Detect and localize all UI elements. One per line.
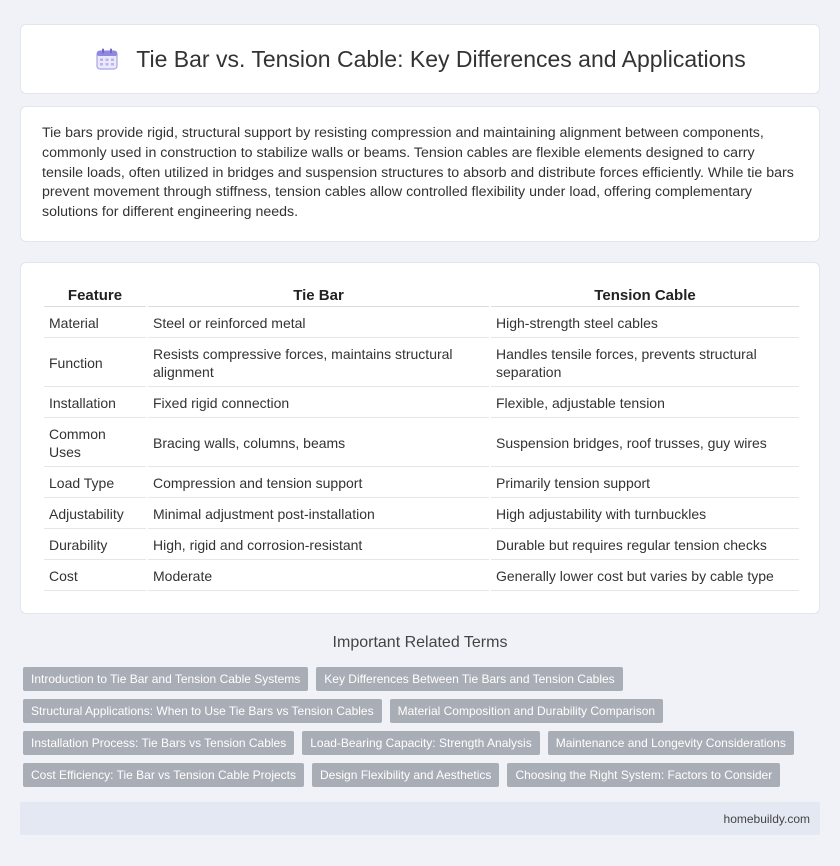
term-row	[23, 667, 823, 691]
table-row	[44, 562, 799, 591]
cell-tie-bar: Fixed rigid connection	[148, 389, 489, 418]
cell-tension-cable: High adjustability with turnbuckles	[491, 500, 799, 529]
related-term-link[interactable]: Structural Applications: When to Use Tie Bars vs Tension Cables	[23, 699, 382, 723]
calendar-icon	[94, 46, 120, 72]
related-term-link[interactable]: Key Differences Between Tie Bars and Tension Cables	[316, 667, 622, 691]
related-term-link[interactable]: Load-Bearing Capacity: Strength Analysis	[302, 731, 539, 755]
comparison-table-card	[20, 262, 820, 614]
term-row	[23, 699, 823, 723]
header-tension-cable: Tension Cable	[491, 285, 799, 307]
related-term-link[interactable]: Introduction to Tie Bar and Tension Cable Systems	[23, 667, 308, 691]
intro-text: Tie bars provide rigid, structural support by resisting compression and maintaining alignment between components, commonly used in construction to stabilize walls or beams. Tension cables are flexible elements designed to carry tensile loads, often utilized in bridges and suspension structures to absorb and distribute forces efficiently. While tie bars prevent movement through stiffness, tension cables allow controlled flexibility under load, offering complementary solutions for different engineering needs.	[42, 125, 794, 221]
cell-tension-cable: Durable but requires regular tension checks	[491, 531, 799, 560]
cell-feature: Cost	[44, 562, 146, 591]
footer	[20, 802, 820, 835]
cell-tie-bar: Steel or reinforced metal	[148, 309, 489, 338]
cell-feature: Adjustability	[44, 500, 146, 529]
cell-tie-bar: High, rigid and corrosion-resistant	[148, 531, 489, 560]
header-feature: Feature	[44, 285, 146, 307]
header-card	[20, 24, 820, 94]
term-row	[23, 731, 823, 755]
footer-site[interactable]: homebuildy.com	[723, 811, 810, 826]
cell-feature: Durability	[44, 531, 146, 560]
table-row	[44, 469, 799, 498]
cell-feature: Load Type	[44, 469, 146, 498]
cell-tie-bar: Compression and tension support	[148, 469, 489, 498]
table-row	[44, 309, 799, 338]
related-terms-title: Important Related Terms	[332, 634, 508, 651]
table-header-row	[44, 285, 799, 307]
related-term-link[interactable]: Design Flexibility and Aesthetics	[312, 763, 499, 787]
term-row	[23, 763, 823, 787]
table-row	[44, 500, 799, 529]
title-wrap	[94, 46, 745, 73]
cell-tie-bar: Moderate	[148, 562, 489, 591]
cell-feature: Material	[44, 309, 146, 338]
comparison-table	[42, 283, 801, 593]
related-term-link[interactable]: Material Composition and Durability Comparison	[390, 699, 663, 723]
related-term-link[interactable]: Cost Efficiency: Tie Bar vs Tension Cable Projects	[23, 763, 304, 787]
page-title: Tie Bar vs. Tension Cable: Key Differences and Applications	[136, 45, 746, 72]
table-row	[44, 389, 799, 418]
cell-tie-bar: Bracing walls, columns, beams	[148, 420, 489, 467]
header-tie-bar: Tie Bar	[148, 285, 489, 307]
cell-feature: Function	[44, 340, 146, 387]
table-row	[44, 531, 799, 560]
cell-tension-cable: High-strength steel cables	[491, 309, 799, 338]
related-term-link[interactable]: Installation Process: Tie Bars vs Tension Cables	[23, 731, 294, 755]
cell-tension-cable: Flexible, adjustable tension	[491, 389, 799, 418]
cell-tension-cable: Suspension bridges, roof trusses, guy wires	[491, 420, 799, 467]
cell-tension-cable: Generally lower cost but varies by cable type	[491, 562, 799, 591]
table-row	[44, 340, 799, 387]
related-term-link[interactable]: Maintenance and Longevity Considerations	[548, 731, 794, 755]
cell-tension-cable: Handles tensile forces, prevents structural separation	[491, 340, 799, 387]
cell-tension-cable: Primarily tension support	[491, 469, 799, 498]
related-terms	[23, 667, 823, 795]
table-row	[44, 420, 799, 467]
cell-tie-bar: Resists compressive forces, maintains structural alignment	[148, 340, 489, 387]
intro-card	[20, 106, 820, 242]
cell-feature: Installation	[44, 389, 146, 418]
related-term-link[interactable]: Choosing the Right System: Factors to Consider	[507, 763, 780, 787]
cell-tie-bar: Minimal adjustment post-installation	[148, 500, 489, 529]
cell-feature: Common Uses	[44, 420, 146, 467]
